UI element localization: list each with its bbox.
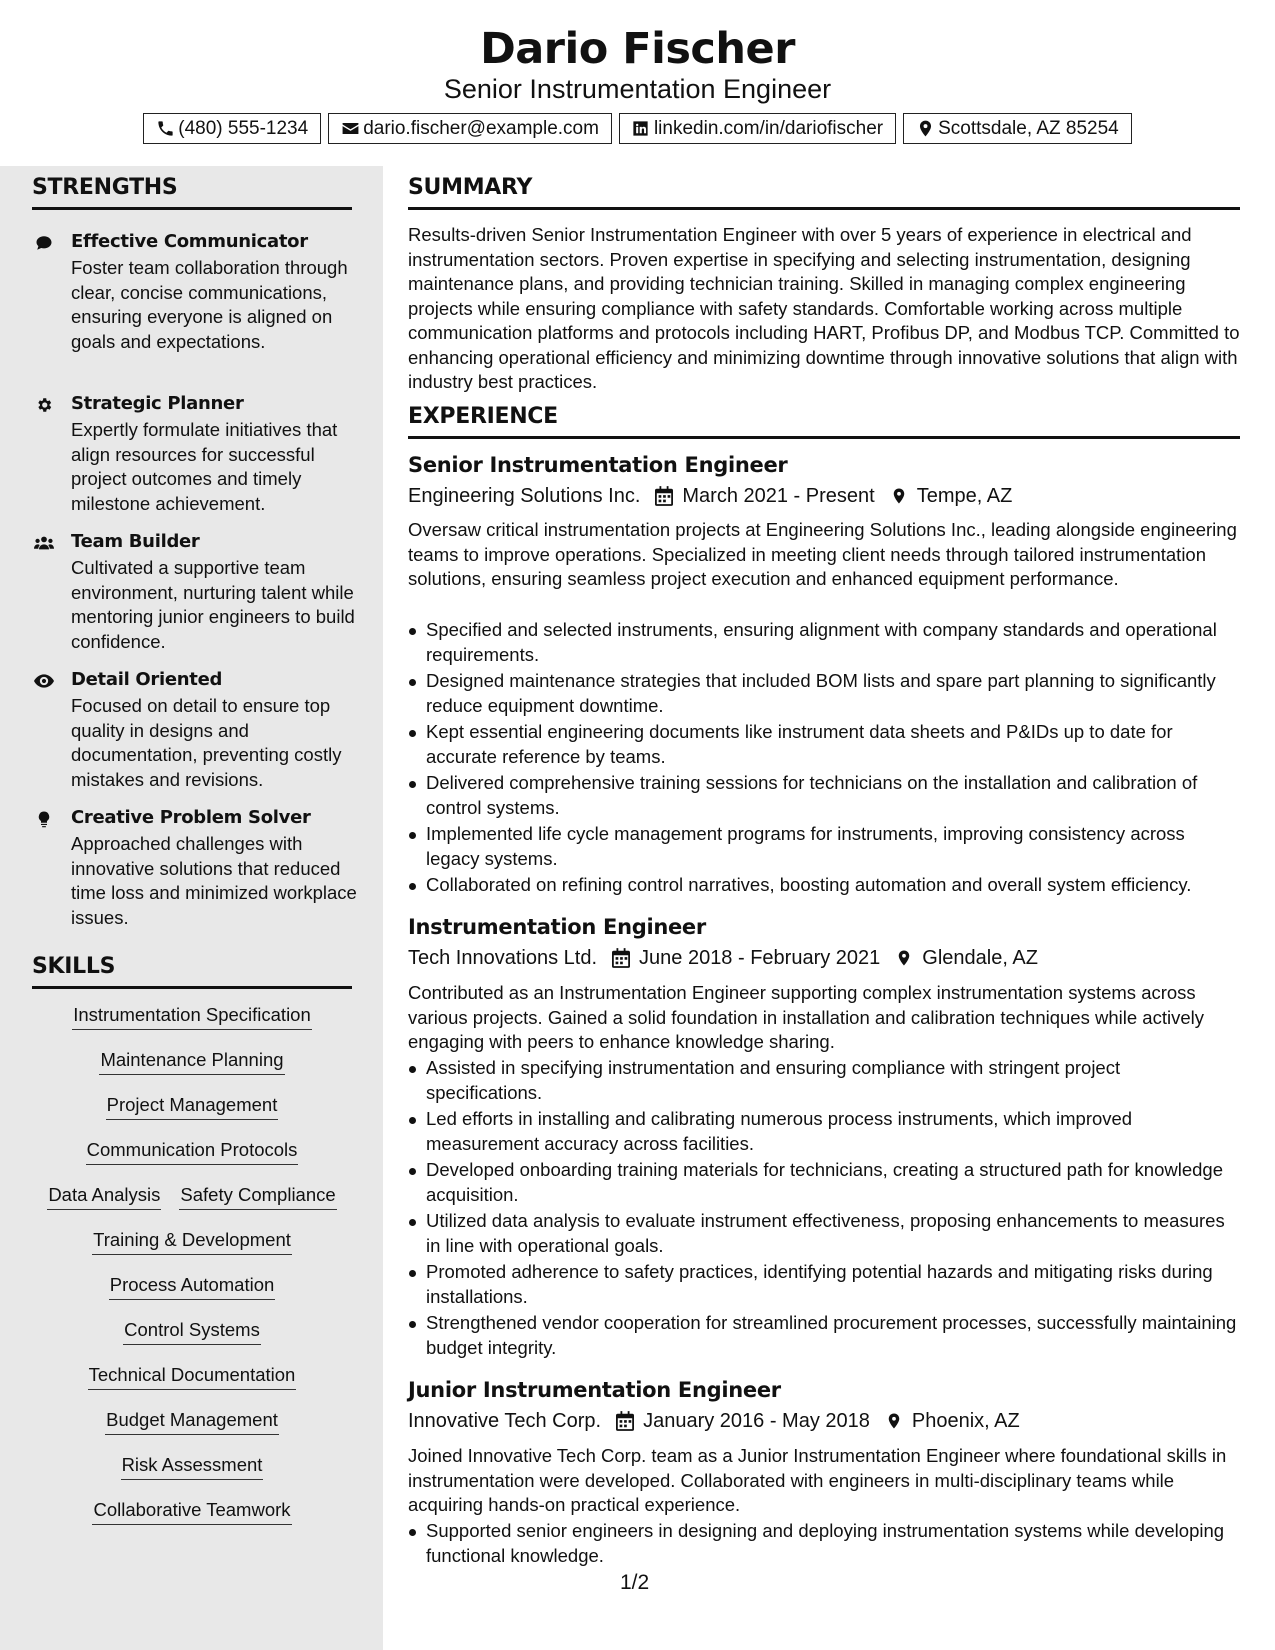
lightbulb-icon [32,809,56,829]
experience-heading: EXPERIENCE [408,403,1240,439]
job-meta [408,944,1038,972]
skill-tag: Data Analysis [47,1182,161,1210]
skill-row [32,1317,352,1345]
resume-header [0,0,1275,166]
location-text: Scottsdale, AZ 85254 [938,117,1119,139]
job-location: Glendale, AZ [922,946,1038,969]
calendar-icon [615,1410,635,1432]
job-title: Junior Instrumentation Engineer [408,1378,781,1402]
map-pin-icon [884,1410,904,1432]
job-description: Contributed as an Instrumentation Engineer supporting complex instrumentation systems across various projects. Gained a solid foundation in installation and calibration techniques while actively engaging with peers to enhance knowledge sharing. [408,982,1204,1052]
job-meta [408,482,1012,510]
strength-title: Team Builder [71,531,200,552]
job-title: Senior Instrumentation Engineer [408,453,788,477]
calendar-icon [611,947,631,969]
email-text: dario.fischer@example.com [363,117,599,139]
envelope-icon [340,119,360,139]
skill-tag: Communication Protocols [86,1137,299,1165]
skill-row [32,1272,352,1300]
skill-tag: Project Management [106,1092,279,1120]
bullet-item: Implemented life cycle management programs for instruments, improving consistency across legacy systems. [408,822,1240,871]
job-dates: January 2016 - May 2018 [643,1409,870,1432]
skill-row [32,1407,352,1435]
skill-row [32,1182,352,1210]
job-bullets [408,618,1240,900]
skill-tag: Instrumentation Specification [72,1002,312,1030]
strength-title: Strategic Planner [71,393,244,414]
contact-bar [0,113,1275,145]
eye-icon [32,671,56,691]
job-dates: March 2021 - Present [682,484,875,507]
bullet-item: Designed maintenance strategies that included BOM lists and spare part planning to significantly reduce equipment downtime. [408,669,1240,718]
bullet-item: Supported senior engineers in designing and deploying instrumentation systems while developing functional knowledge. [408,1519,1240,1568]
phone-text: (480) 555-1234 [178,117,309,139]
skill-row [32,1362,352,1390]
job-bullets [408,1519,1240,1570]
strength-title: Detail Oriented [71,669,223,690]
strength-desc: Expertly formulate initiatives that align resources for successful project outcomes and timely milestone achievement. [71,419,338,514]
skill-row [32,1497,352,1525]
page-number: 1/2 [620,1571,650,1594]
bullet-item: Led efforts in installing and calibrating numerous process instruments, which improved measurement accuracy across facilities. [408,1107,1240,1156]
contact-email[interactable] [328,113,612,144]
skills-heading: SKILLS [32,953,352,989]
bullet-item: Utilized data analysis to evaluate instrument effectiveness, proposing enhancements to measures in line with operational goals. [408,1209,1240,1258]
skill-tag: Control Systems [123,1317,261,1345]
skill-tag: Process Automation [109,1272,276,1300]
bullet-item: Assisted in specifying instrumentation and ensuring compliance with stringent project specifications. [408,1056,1240,1105]
contact-location [903,113,1132,144]
linkedin-icon [631,119,651,139]
bullet-item: Developed onboarding training materials for technicians, creating a structured path for knowledge acquisition. [408,1158,1240,1207]
job-bullets [408,1056,1240,1362]
strength-desc: Focused on detail to ensure top quality in designs and documentation, preventing costly mistakes and revisions. [71,695,342,790]
strength-title: Effective Communicator [71,231,308,252]
job-company: Engineering Solutions Inc. [408,484,641,507]
map-pin-icon [894,947,914,969]
skill-row [32,1002,352,1030]
contact-linkedin[interactable] [619,113,896,144]
candidate-title: Senior Instrumentation Engineer [443,74,832,104]
calendar-icon [654,485,674,507]
map-pin-icon [889,485,909,507]
bullet-item: Specified and selected instruments, ensuring alignment with company standards and operational requirements. [408,618,1240,667]
skill-tag: Collaborative Teamwork [92,1497,291,1525]
phone-icon [155,119,175,139]
skill-tag: Safety Compliance [179,1182,336,1210]
bullet-item: Strengthened vendor cooperation for streamlined procurement processes, successfully maintaining budget integrity. [408,1311,1240,1360]
job-meta [408,1407,1020,1435]
job-description: Joined Innovative Tech Corp. team as a Junior Instrumentation Engineer where foundational skills in instrumentation were developed. Collaborated with engineers in multi-disciplinary teams while acquiring hands-on practical experience. [408,1445,1227,1515]
skill-tag: Maintenance Planning [99,1047,284,1075]
strength-title: Creative Problem Solver [71,807,311,828]
bullet-item: Delivered comprehensive training sessions for technicians on the installation and calibration of control systems. [408,771,1240,820]
job-location: Phoenix, AZ [911,1409,1020,1432]
bullet-item: Promoted adherence to safety practices, identifying potential hazards and mitigating risks during installations. [408,1260,1240,1309]
users-icon [32,533,56,553]
job-location: Tempe, AZ [916,484,1013,507]
job-company: Tech Innovations Ltd. [408,946,598,969]
sidebar [0,166,383,1650]
skill-row [32,1092,352,1120]
job-title: Instrumentation Engineer [408,915,706,939]
chat-bubble-icon [32,233,56,253]
strength-desc: Cultivated a supportive team environment, nurturing talent while mentoring junior engineers to build confidence. [71,557,355,652]
strength-desc: Foster team collaboration through clear, concise communications, ensuring everyone is aligned on goals and expectations. [71,257,348,352]
summary-heading: SUMMARY [408,174,1240,210]
job-description: Oversaw critical instrumentation projects at Engineering Solutions Inc., leading alongside engineering teams to improve operations. Specialized in meeting client needs through tailored instrumentation solutions, ensuring seamless project execution and enhanced equipment performance. [408,519,1237,589]
job-company: Innovative Tech Corp. [408,1409,602,1432]
strength-desc: Approached challenges with innovative solutions that reduced time loss and minimized workplace issues. [71,833,357,928]
summary-text: Results-driven Senior Instrumentation Engineer with over 5 years of experience in electrical and instrumentation sectors. Proven expertise in specifying and selecting instrumentation, designing maintenance plans, and providing technician training. Skilled in managing complex engineering projects while ensuring compliance with safety standards. Comfortable working across multiple communication platforms and protocols including HART, Profibus DP, and Modbus TCP. Committed to enhancing operational efficiency and minimizing downtime through innovative solutions that align with industry best practices. [408,224,1240,392]
skill-row [32,1137,352,1165]
skill-row [32,1227,352,1255]
skill-tag: Budget Management [105,1407,279,1435]
bullet-item: Kept essential engineering documents like instrument data sheets and P&IDs up to date for accurate reference by teams. [408,720,1240,769]
skill-tag: Risk Assessment [121,1452,264,1480]
gear-icon [32,395,56,415]
skill-row [32,1047,352,1075]
skill-row [32,1452,352,1480]
strengths-heading: STRENGTHS [32,174,352,210]
job-dates: June 2018 - February 2021 [639,946,881,969]
skill-tag: Training & Development [92,1227,292,1255]
bullet-item: Collaborated on refining control narratives, boosting automation and overall system efficiency. [408,873,1240,898]
skill-tag: Technical Documentation [88,1362,297,1390]
candidate-name: Dario Fischer [480,24,795,74]
map-pin-icon [915,119,935,139]
linkedin-text: linkedin.com/in/dariofischer [653,117,884,139]
contact-phone [143,113,321,144]
